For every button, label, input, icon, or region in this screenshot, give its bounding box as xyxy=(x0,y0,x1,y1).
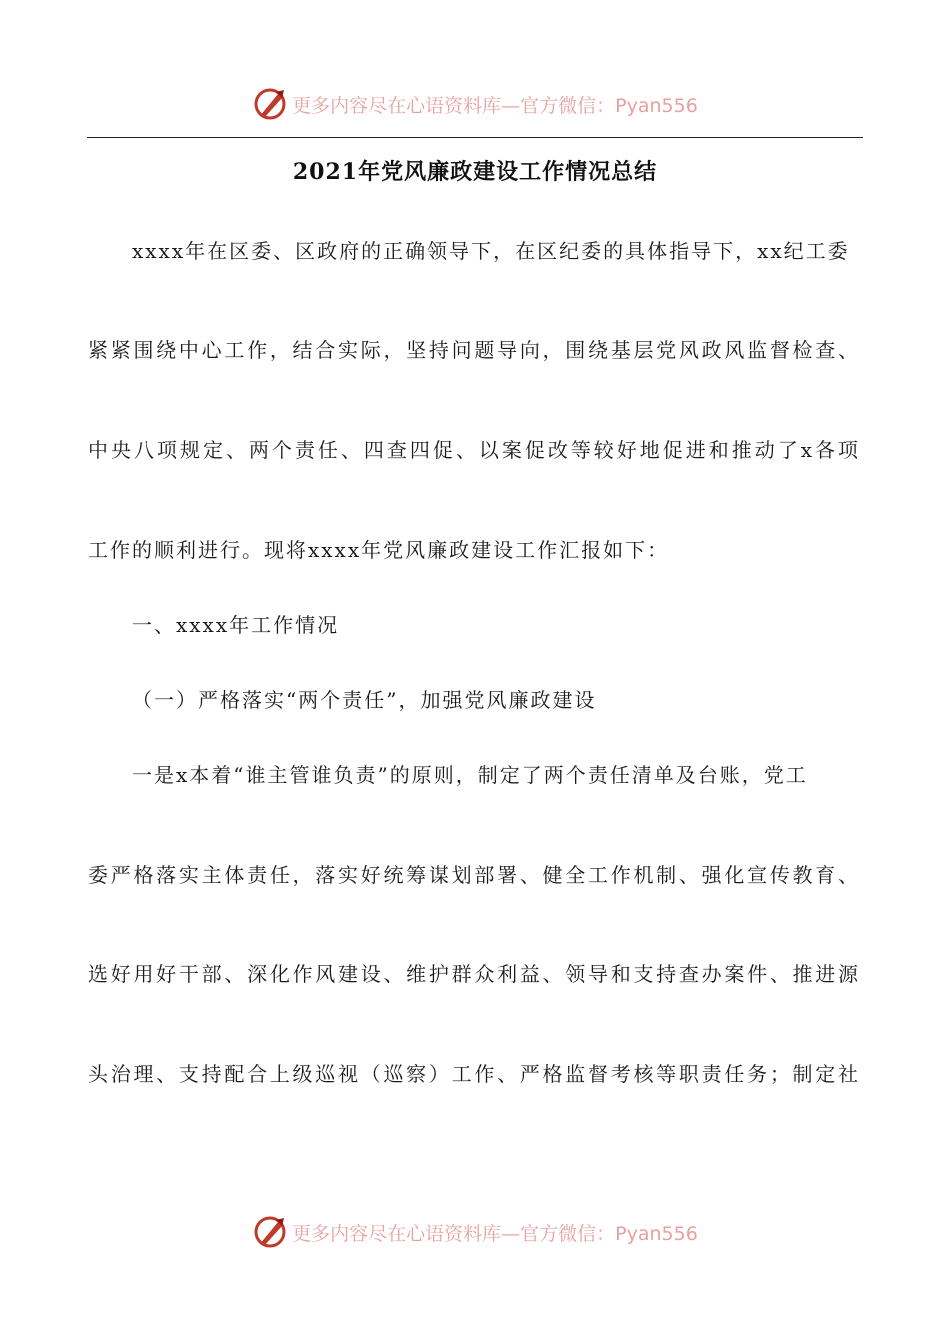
footer-watermark xyxy=(0,1212,950,1252)
watermark-text: 更多内容尽在心语资料库—官方微信： xyxy=(292,1222,616,1245)
header-watermark xyxy=(0,84,950,124)
quill-logo-icon xyxy=(252,86,288,122)
subsection-heading: （一）严格落实“两个责任”，加强党风廉政建设 xyxy=(132,688,597,712)
watermark-wechat-id: Pyan556 xyxy=(615,1222,698,1245)
paragraph-line: 紧紧围绕中心工作，结合实际，坚持问题导向，围绕基层党风政风监督检查、 xyxy=(88,338,858,362)
paragraph-line: xxxx年在区委、区政府的正确领导下，在区纪委的具体指导下，xx纪工委 xyxy=(132,239,850,263)
quill-logo-icon xyxy=(252,1214,288,1250)
watermark-text: 更多内容尽在心语资料库—官方微信： xyxy=(292,94,616,117)
paragraph-line: 工作的顺利进行。现将xxxx年党风廉政建设工作汇报如下： xyxy=(88,538,670,562)
section-heading: 一、xxxx年工作情况 xyxy=(132,613,340,637)
document-title: 2021年党风廉政建设工作情况总结 xyxy=(292,159,658,185)
watermark-wechat-id: Pyan556 xyxy=(615,94,698,117)
paragraph-line: 选好用好干部、深化作风建设、维护群众利益、领导和支持查办案件、推进源 xyxy=(88,962,858,986)
paragraph-line: 头治理、支持配合上级巡视（巡察）工作、严格监督考核等职责任务；制定社 xyxy=(88,1062,858,1086)
paragraph-line: 一是x本着“谁主管谁负责”的原则，制定了两个责任清单及台账，党工 xyxy=(132,763,808,787)
paragraph-line: 中央八项规定、两个责任、四查四促、以案促改等较好地促进和推动了x各项 xyxy=(88,438,858,462)
header-divider xyxy=(87,137,863,138)
paragraph-line: 委严格落实主体责任，落实好统筹谋划部署、健全工作机制、强化宣传教育、 xyxy=(88,863,858,887)
